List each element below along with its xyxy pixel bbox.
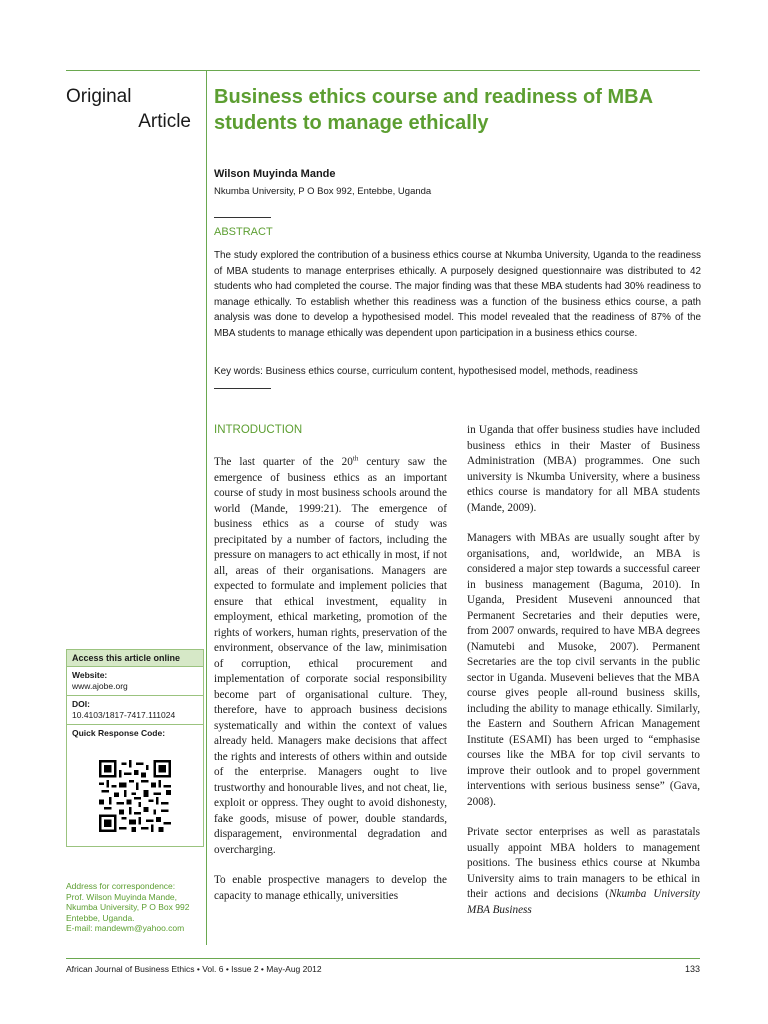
website-label: Website: — [72, 670, 108, 680]
keywords-label: Key words: — [214, 366, 263, 377]
correspondence-line2: Entebbe, Uganda. — [66, 912, 135, 923]
article-type-line2: Article — [138, 111, 191, 132]
introduction-heading: INTRODUCTION — [214, 424, 303, 436]
author-affiliation: Nkumba University, P O Box 992, Entebbe, Uganda — [214, 186, 432, 197]
intro-paragraph-2: To enable prospective managers to develop the capacity to manage ethically, universities — [214, 874, 447, 902]
correspondence-email[interactable]: E-mail: mandewm@yahoo.com — [66, 923, 185, 933]
article-type-line1: Original — [66, 86, 132, 107]
author-name: Wilson Muyinda Mande — [214, 168, 336, 180]
correspondence-label: Address for correspondence: — [66, 881, 176, 891]
website-link[interactable]: www.ajobe.org — [72, 681, 128, 691]
page-number: 133 — [684, 964, 700, 974]
website-row — [67, 667, 203, 696]
article-type — [66, 84, 191, 134]
body-column-1 — [214, 455, 447, 919]
superscript-th: th — [352, 454, 359, 463]
intro-p1-rest: century saw the emergence of business ethics as an important course of study in most business schools around the world (Mande, 1999:21). The emergence of business ethics as a course of study was precipitated by a number of factors, including the pressure on managers to act ethically in most, if not all, areas of their organisations. Managers are expected to formulate and implement policies that ensure that ethical investment, equality in employment, ethical marketing, promotion of the rights of workers, human rights, preservation of the environment, observance of the law, minimisation of corruption, ethical procurement and implementation of corporate social responsibility become part of organisational culture. They, therefore, have to approach business decisions systematically and within the context of values already held. Managers make decisions that affect the rights and interests of others within and outside of the enterprise. Managers ought to live trustworthy and honourable lives, and not cheat, lie, exploit or oppress. They ought to avoid dishonesty, fake goods, misuse of power, double standards, disparagement, environmental degradation and overcharging. — [214, 456, 447, 856]
qr-code-icon[interactable] — [99, 760, 171, 832]
keywords-rule — [214, 388, 271, 389]
abstract-rule — [214, 217, 271, 218]
intro-paragraph-5 — [467, 825, 700, 918]
intro-paragraph-1 — [214, 455, 447, 858]
body-column-2 — [467, 423, 700, 933]
footer-rule — [66, 958, 700, 959]
doi-row — [67, 696, 203, 725]
footer-journal-info: African Journal of Business Ethics • Vol. 6 • Issue 2 • May-Aug 2012 — [66, 964, 322, 974]
doi-label: DOI: — [72, 699, 90, 709]
correspondence-line1: Nkumba University, P O Box 992 — [66, 902, 190, 912]
column-divider — [206, 70, 207, 945]
intro-paragraph-4: Managers with MBAs are usually sought after by organisations, and, worldwide, an MBA is considered a major step towards a successful career in business management (Baguma, 2010). In Uganda, President Museveni announced that Permanent Secretaries and their deputies were, from 2007 onwards, required to have MBA degrees (Namutebi and Musoke, 2007). Permanent Secretaries are the top civil servants in the public sector in Uganda. Museveni believes that the MBA course gives people all-round business skills, including the ability to manage ethically. Similarly, the Eastern and Southern African Management Institute (ESAMI) has been urged to “emphasise courses like the MBA for top civil servants to improve their outlook and to propel government interventions with serious business sense” (Gava, 2008). — [467, 532, 700, 808]
qr-label: Quick Response Code: — [72, 728, 166, 738]
access-box-heading: Access this article online — [67, 650, 203, 667]
correspondence-address — [66, 881, 204, 934]
keywords-list: Business ethics course, curriculum content, hypothesised model, methods, readiness — [265, 366, 638, 377]
abstract-text: The study explored the contribution of a business ethics course at Nkumba University, Uganda to the readiness of MBA students to manage enterprises ethically. A purposely designed questionnaire was distributed to 42 students who had completed the course. The major finding was that these MBA students had 30% readiness to manage ethically. To establish whether this readiness was a function of the business ethics course, a path analysis was done to develop a hypothesised model. This model revealed that the readiness of 87% of the MBA students to manage ethically was dependent upon participation in a business ethics course. — [214, 250, 701, 339]
correspondence-name: Prof. Wilson Muyinda Mande, — [66, 891, 178, 902]
keywords — [214, 366, 701, 377]
access-article-box — [66, 649, 204, 847]
intro-p1-start: The last quarter of the 20 — [214, 456, 353, 468]
abstract-heading: ABSTRACT — [214, 226, 273, 238]
top-rule — [66, 70, 700, 71]
intro-p5-italic: Nkumba University MBA Business — [467, 888, 700, 916]
article-title: Business ethics course and readiness of MBA students to manage ethically — [214, 86, 653, 134]
intro-paragraph-3: in Uganda that offer business studies have included business ethics in their Master of Business Administration (MBA) programmes. One such university is Nkumba University, where a business ethics course is mandatory for all MBA students (Mande, 2009). — [467, 424, 700, 514]
doi-value[interactable]: 10.4103/1817-7417.111024 — [72, 710, 176, 720]
intro-p5-start: Private sector enterprises as well as parastatals usually appoint MBA holders to management positions. The business ethics course at Nkumba University aims to train managers to be ethical in their actions and decisions ( — [467, 826, 700, 900]
